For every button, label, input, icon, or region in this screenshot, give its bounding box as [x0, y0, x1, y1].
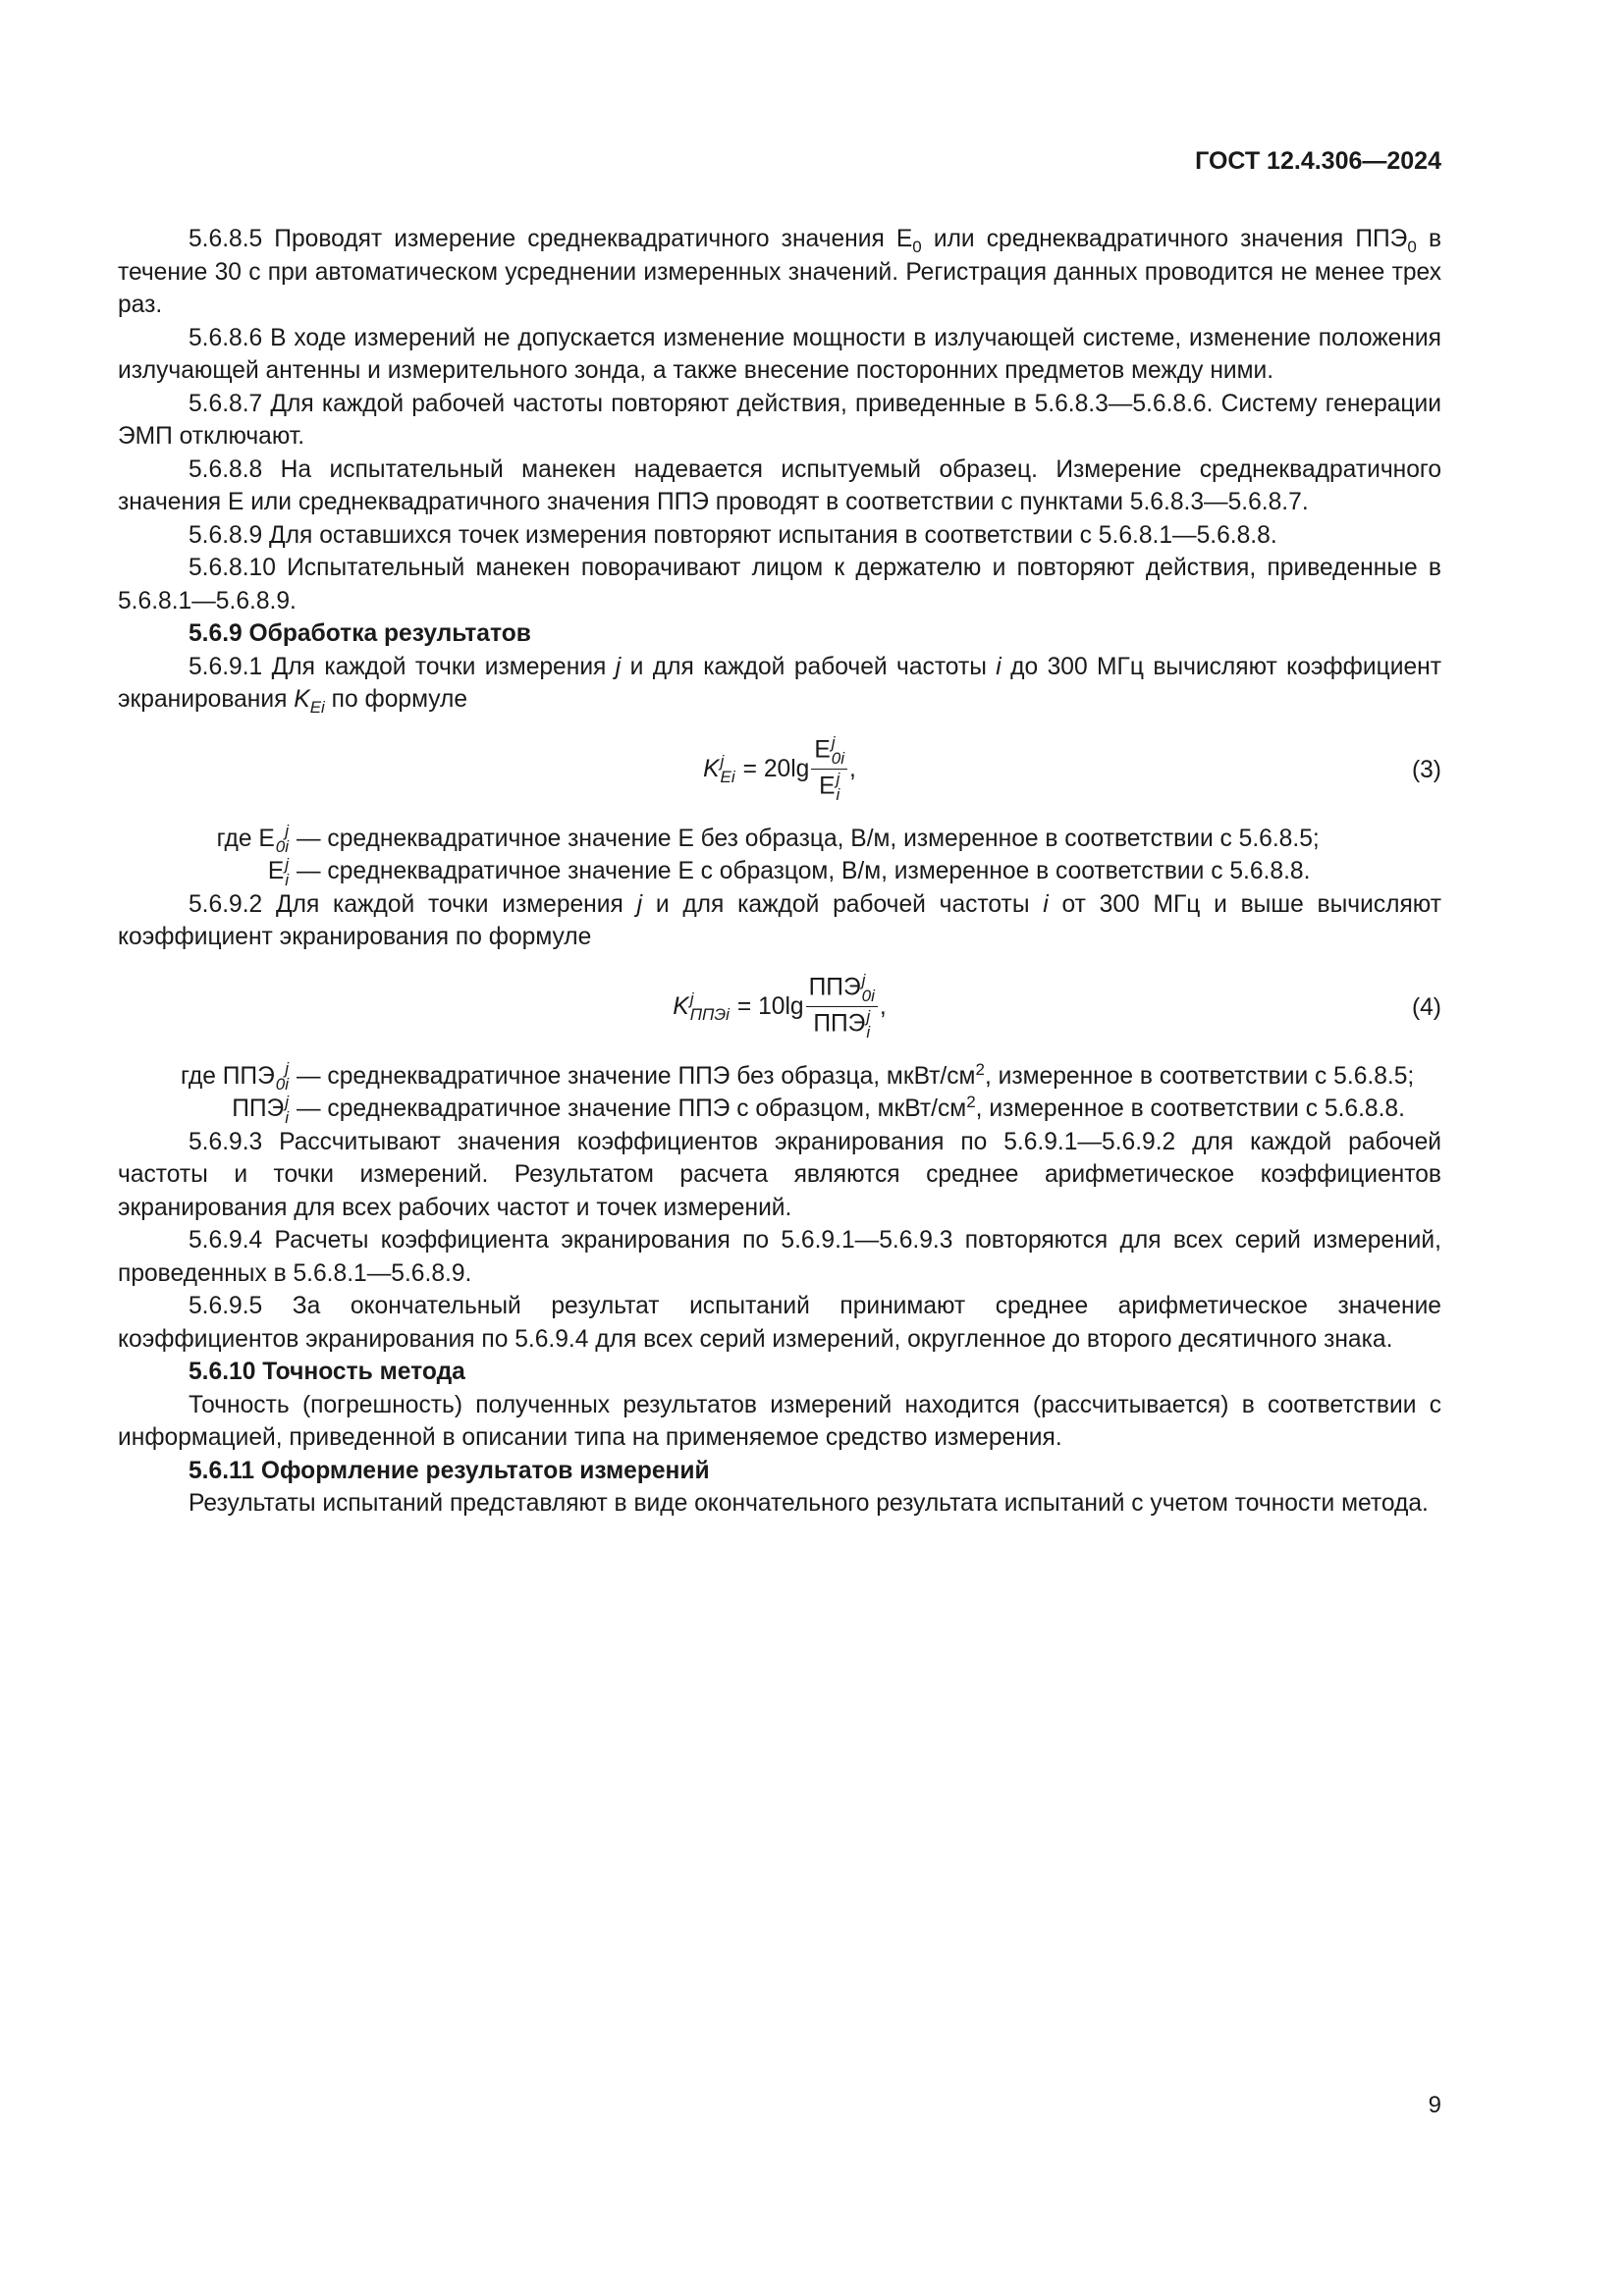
subscript: i — [285, 870, 289, 889]
paragraph-5-6-9-2 — [118, 888, 1441, 954]
equation-4 — [118, 954, 1441, 1060]
where-term — [118, 1093, 289, 1126]
superscript: j — [861, 971, 866, 989]
subscript: i — [836, 785, 840, 804]
subscript: 0 — [912, 237, 922, 256]
where-4b — [118, 1093, 1441, 1126]
superscript: j — [866, 1007, 871, 1026]
numerator — [806, 973, 878, 1007]
symbol-e: E — [267, 858, 285, 884]
sub-super — [276, 1061, 289, 1093]
symbol-e: E — [258, 825, 275, 852]
text-run: , измеренное в соответствии с 5.6.8.5; — [984, 1062, 1415, 1090]
page-number: 9 — [1428, 2092, 1441, 2118]
where-description — [289, 1060, 1441, 1094]
sub-super — [866, 1009, 870, 1041]
where-description: — среднеквадратичное значение E без образца, В/м, измеренное в соответствии с 5.6.8.5; — [297, 825, 1320, 852]
superscript: j — [720, 751, 725, 771]
paragraph-5-6-9-1 — [118, 651, 1441, 717]
symbol-k: K — [703, 755, 720, 782]
sub-super — [832, 735, 844, 767]
subscript: i — [866, 1023, 871, 1041]
where-description — [289, 1093, 1441, 1126]
paragraph-5-6-10: Точность (погрешность) полученных результатов измерений находится (рассчитывается) в соответствии с информацией, приведенной в описании типа на применяемое средство измерения. — [118, 1391, 1441, 1451]
standard-header: ГОСТ 12.4.306—2024 — [1195, 147, 1441, 175]
text-run: 5.6.8.5 Проводят измерение среднеквадратичного значения E — [189, 226, 913, 252]
text-run: — среднеквадратичное значение ППЭ без образца, мкВт/см — [297, 1062, 976, 1090]
paragraph-5-6-9-3: 5.6.9.3 Рассчитывают значения коэффициентов экранирования по 5.6.9.1—5.6.9.2 для каждой рабочей частоты и точки измерений. Результатом расчета являются среднее арифметическое коэффициентов экранирования для всех рабочих частот и точек измерений. — [118, 1128, 1441, 1221]
heading-5-6-10: 5.6.10 Точность метода — [189, 1359, 465, 1385]
equation-tail: , — [879, 992, 887, 1020]
symbol-ppe: ППЭ — [813, 1010, 866, 1038]
where-lead: где — [180, 1062, 216, 1090]
where-description: — среднеквадратичное значение E с образцом, В/м, измеренное в соответствии с 5.6.8.8. — [297, 858, 1311, 884]
symbol-ppe: ППЭ — [222, 1062, 275, 1090]
numerator — [811, 735, 847, 770]
text-run: от 300 МГц и выше вычисляют коэффициент экранирования по формуле — [118, 890, 1441, 950]
symbol-i: i — [1043, 890, 1049, 918]
where-lead: где — [216, 825, 252, 852]
paragraph-5-6-8-5 — [118, 223, 1441, 322]
paragraph-5-6-8-9: 5.6.8.9 Для оставшихся точек измерения повторяют испытания в соответствии с 5.6.8.1—5.6.8.8. — [189, 521, 1277, 549]
superscript: 2 — [975, 1059, 985, 1079]
denominator — [816, 770, 842, 803]
paragraph-5-6-9-5: 5.6.9.5 За окончательный результат испытаний принимают среднее арифметическое значение коэффициентов экранирования по 5.6.9.4 для всех серий измерений, округленное до второго десятичного знака. — [118, 1293, 1441, 1353]
text-run: или среднеквадратичного значения ППЭ — [933, 226, 1408, 252]
subscript: ППЭi — [689, 1004, 730, 1024]
equation-coefficient: = 20lg — [742, 755, 810, 782]
equation-3 — [118, 717, 1441, 823]
text-run: до 300 МГц вычисляют коэффициент экранирования — [118, 653, 1441, 713]
subscript: Ei — [720, 767, 735, 786]
paragraph-5-6-8-7: 5.6.8.7 Для каждой рабочей частоты повторяют действия, приведенные в 5.6.8.3—5.6.8.6. Систему генерации ЭМП отключают. — [118, 390, 1441, 450]
sub-super — [837, 772, 840, 803]
subscript: 0i — [861, 987, 875, 1005]
paragraph-5-6-11: Результаты испытаний представляют в виде окончательного результата испытаний с учетом точности метода. — [189, 1490, 1429, 1517]
superscript: j — [831, 733, 836, 752]
subscript: 0i — [831, 749, 845, 768]
where-term — [118, 823, 289, 856]
fraction — [811, 735, 847, 803]
where-3a — [118, 823, 1441, 856]
text-run: по формуле — [331, 686, 468, 713]
where-term — [118, 1060, 289, 1094]
text-run: и для каждой рабочей частоты — [655, 890, 1030, 918]
paragraph-5-6-8-10: 5.6.8.10 Испытательный манекен поворачивают лицом к держателю и повторяют действия, приведенные в 5.6.8.1—5.6.8.9. — [118, 555, 1441, 614]
text-run: — среднеквадратичное значение ППЭ с образцом, мкВт/см — [297, 1095, 967, 1122]
symbol-k: K — [673, 992, 689, 1020]
symbol-e: E — [814, 736, 831, 764]
sub-super — [720, 751, 735, 786]
where-3b — [118, 855, 1441, 888]
heading-5-6-11: 5.6.11 Оформление результатов измерений — [189, 1457, 710, 1484]
where-term — [118, 855, 289, 888]
subscript: i — [285, 1107, 289, 1127]
symbol-ppe: ППЭ — [232, 1095, 285, 1122]
sub-super — [276, 824, 289, 855]
paragraph-5-6-8-6: 5.6.8.6 В ходе измерений не допускается изменение мощности в излучающей системе, изменение положения излучающей антенны и измерительного зонда, а также внесение посторонних предметов между ними. — [118, 324, 1441, 384]
paragraph-5-6-8-8: 5.6.8.8 На испытательный манекен надевается испытуемый образец. Измерение среднеквадратичного значения E или среднеквадратичного значения ППЭ проводят в соответствии с пунктами 5.6.8.3—5.6.8.7. — [118, 455, 1441, 515]
denominator — [810, 1007, 873, 1041]
superscript: j — [285, 1092, 289, 1111]
paragraph-5-6-9-4: 5.6.9.4 Расчеты коэффициента экранирования по 5.6.9.1—5.6.9.3 повторяются для всех серий измерений, проведенных в 5.6.8.1—5.6.8.9. — [118, 1227, 1441, 1287]
equation-tail: , — [849, 755, 856, 782]
text-run: 5.6.9.1 Для каждой точки измерения — [189, 653, 607, 680]
sub-super — [862, 973, 875, 1004]
symbol-ppe: ППЭ — [808, 974, 861, 1001]
superscript: j — [285, 822, 289, 840]
text-run: и для каждой рабочей частоты — [629, 653, 987, 680]
equation-coefficient: = 10lg — [736, 992, 804, 1020]
equation-3-body — [118, 717, 1441, 823]
subscript: 0i — [275, 1075, 289, 1094]
heading-5-6-9: 5.6.9 Обработка результатов — [189, 620, 531, 647]
superscript: j — [285, 1059, 289, 1078]
equation-number: (4) — [1411, 993, 1441, 1021]
superscript: j — [836, 770, 840, 788]
equation-4-body — [118, 954, 1441, 1060]
symbol-i: i — [996, 653, 1001, 680]
symbol-j: j — [636, 890, 643, 918]
subscript: 0i — [275, 837, 289, 856]
subscript: Ei — [309, 697, 325, 717]
fraction — [806, 973, 878, 1041]
superscript: 2 — [966, 1092, 976, 1111]
symbol-k: K — [294, 686, 310, 713]
symbol-j: j — [615, 653, 622, 680]
sub-super — [689, 988, 730, 1024]
text-run: , измеренное в соответствии с 5.6.8.8. — [975, 1095, 1405, 1122]
symbol-e: E — [819, 773, 836, 800]
superscript: j — [285, 854, 289, 874]
where-4a — [118, 1060, 1441, 1094]
superscript: j — [689, 988, 694, 1008]
document-body — [118, 223, 1441, 1521]
text-run: в течение 30 с при автоматическом усреднении измеренных значений. Регистрация данных проводится не менее трех раз. — [118, 226, 1442, 318]
equation-number: (3) — [1411, 756, 1441, 783]
subscript: 0 — [1407, 237, 1417, 256]
text-run: 5.6.9.2 Для каждой точки измерения — [189, 890, 623, 918]
